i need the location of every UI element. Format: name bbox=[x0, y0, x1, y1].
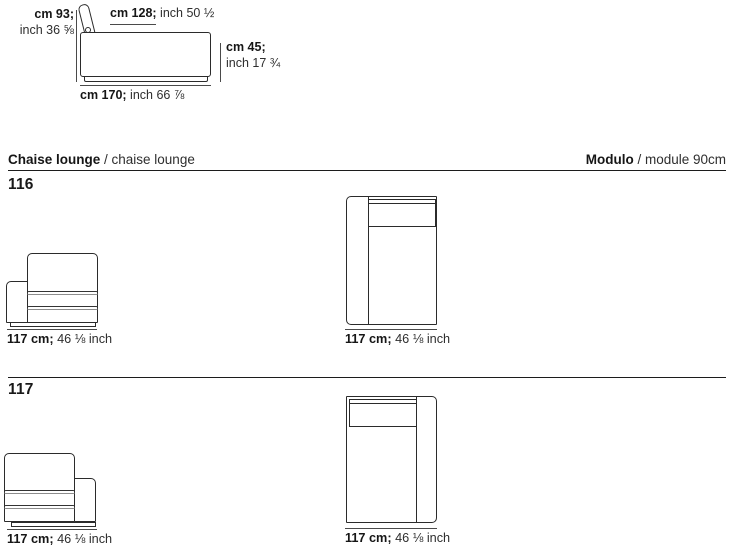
total-depth-inch-value: inch 66 ⅞ bbox=[126, 88, 185, 102]
model-code-116: 116 bbox=[8, 176, 34, 193]
top-view-116 bbox=[345, 195, 451, 355]
module-title-primary: Modulo bbox=[585, 152, 634, 167]
dimension-line-height bbox=[76, 10, 77, 82]
category-title-secondary: / chaise lounge bbox=[100, 152, 195, 167]
seat-body-outline bbox=[80, 32, 211, 77]
backrest-body-outline bbox=[27, 253, 98, 323]
seat-height-cm-value: cm 45; bbox=[226, 40, 266, 54]
width-cm-value: 117 cm; bbox=[7, 532, 54, 546]
cushion-seam-line bbox=[4, 505, 75, 509]
dimension-line-seat-height bbox=[220, 43, 221, 82]
module-title bbox=[586, 152, 726, 167]
cushion-seam-line bbox=[27, 291, 98, 295]
width-label bbox=[345, 531, 450, 546]
reclined-depth-dimension-label bbox=[110, 5, 214, 21]
backrest-plan-seam bbox=[368, 203, 436, 204]
width-inch-value: 46 ⅛ inch bbox=[53, 332, 113, 346]
cushion-seam-line bbox=[4, 490, 75, 494]
total-depth-cm-value: cm 170; bbox=[80, 88, 127, 102]
dimension-line-reclined-depth bbox=[110, 24, 156, 25]
width-inch-value: 46 ⅛ inch bbox=[53, 532, 113, 546]
backrest-plan-seam bbox=[349, 403, 417, 404]
width-cm-value: 117 cm; bbox=[7, 332, 54, 346]
width-inch-value: 46 ⅛ inch bbox=[391, 332, 451, 346]
width-label bbox=[7, 532, 112, 547]
category-title bbox=[8, 152, 195, 167]
cushion-seam-line bbox=[27, 306, 98, 310]
front-view-116 bbox=[6, 252, 113, 352]
reclined-depth-inch-value: inch 50 ½ bbox=[156, 6, 215, 20]
section-header bbox=[8, 152, 726, 171]
width-cm-value: 117 cm; bbox=[345, 531, 392, 545]
row-divider-rule bbox=[8, 377, 726, 378]
side-view-diagram bbox=[0, 0, 300, 110]
category-title-primary: Chaise lounge bbox=[8, 152, 101, 167]
total-depth-dimension-label bbox=[80, 87, 184, 103]
width-label bbox=[7, 332, 112, 347]
height-inch-value: inch 36 ⅝ bbox=[19, 23, 74, 37]
width-label bbox=[345, 332, 450, 347]
width-dimension-line bbox=[345, 329, 437, 330]
seat-height-dimension-label bbox=[226, 39, 280, 71]
width-cm-value: 117 cm; bbox=[345, 332, 392, 346]
front-view-117 bbox=[4, 451, 113, 551]
backrest-body-outline bbox=[4, 453, 75, 522]
armrest-outline-right bbox=[74, 478, 96, 522]
width-inch-value: 46 ⅛ inch bbox=[391, 531, 451, 545]
seat-height-inch-value: inch 17 ¾ bbox=[226, 56, 281, 70]
base-plinth-outline bbox=[11, 522, 96, 527]
dimension-line-total-depth bbox=[80, 85, 211, 86]
width-dimension-line bbox=[345, 528, 437, 529]
reclined-depth-cm-value: cm 128; bbox=[110, 6, 157, 20]
width-dimension-line bbox=[7, 529, 97, 530]
height-cm-value: cm 93; bbox=[34, 7, 74, 21]
width-dimension-line bbox=[7, 329, 97, 330]
module-title-secondary: / module 90cm bbox=[633, 152, 726, 167]
model-code-117: 117 bbox=[8, 381, 34, 398]
top-view-117 bbox=[345, 395, 451, 554]
armrest-outline-left bbox=[6, 281, 28, 323]
height-dimension-label bbox=[0, 6, 74, 38]
